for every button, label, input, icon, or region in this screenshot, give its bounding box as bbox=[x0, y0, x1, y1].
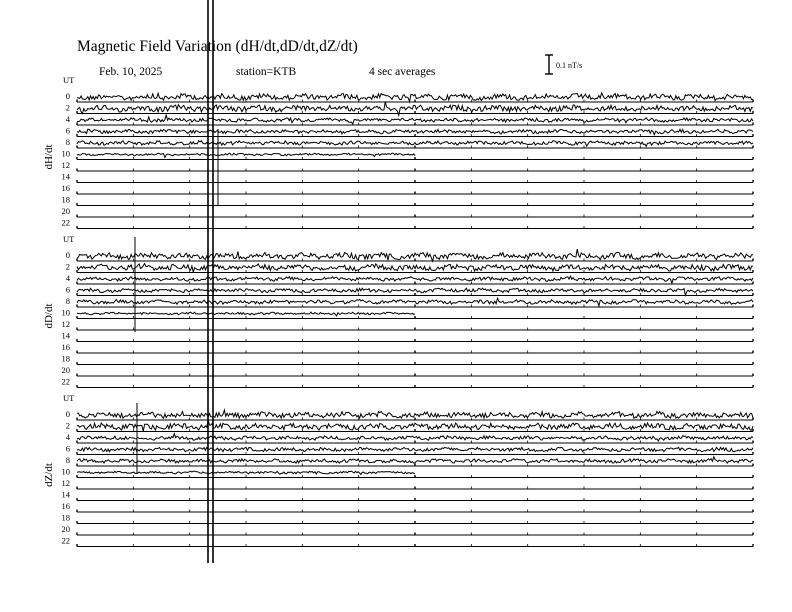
ut-hour-label: 0 bbox=[65, 91, 70, 101]
ut-hour-label: 8 bbox=[65, 296, 70, 306]
data-trace bbox=[77, 457, 753, 463]
data-trace bbox=[77, 153, 415, 157]
ut-hour-label: 18 bbox=[61, 512, 70, 523]
ut-hour-label: 0 bbox=[65, 409, 70, 419]
ut-hour-label: 20 bbox=[61, 524, 70, 534]
ut-hour-label: 14 bbox=[61, 171, 70, 182]
ut-hour-label: 12 bbox=[61, 478, 70, 488]
date-label: Feb. 10, 2025 bbox=[99, 66, 163, 78]
ut-hour-label: 12 bbox=[61, 160, 70, 170]
ut-hour-label: 14 bbox=[61, 489, 70, 500]
ut-hour-label: 20 bbox=[61, 206, 70, 216]
ut-hour-label: 2 bbox=[65, 102, 70, 113]
ut-hour-label: 0 bbox=[65, 250, 70, 260]
ut-hour-label: 10 bbox=[61, 148, 70, 159]
data-trace bbox=[77, 434, 753, 442]
panel-2-ut-label: UT bbox=[63, 234, 75, 244]
ut-hour-label: 6 bbox=[65, 443, 70, 454]
ut-hour-label: 22 bbox=[61, 376, 70, 387]
data-trace bbox=[77, 410, 753, 418]
ut-hour-label: 6 bbox=[65, 284, 70, 295]
ut-hour-label: 14 bbox=[61, 330, 70, 341]
ut-hour-label: 16 bbox=[61, 501, 70, 511]
averaging-label: 4 sec averages bbox=[369, 66, 436, 78]
ut-hour-label: 4 bbox=[65, 432, 70, 442]
ut-hour-label: 22 bbox=[61, 217, 70, 228]
ut-hour-label: 2 bbox=[65, 420, 70, 431]
panel-1-ylabel: dH/dt bbox=[43, 144, 55, 170]
panel-3-ylabel: dZ/dt bbox=[43, 463, 55, 487]
station-label: station=KTB bbox=[236, 66, 297, 78]
ut-hour-label: 10 bbox=[61, 307, 70, 318]
ut-hour-label: 20 bbox=[61, 365, 70, 375]
ut-hour-label: 16 bbox=[61, 342, 70, 352]
ut-hour-label: 2 bbox=[65, 261, 70, 272]
ut-hour-label: 18 bbox=[61, 353, 70, 364]
chart-title: Magnetic Field Variation (dH/dt,dD/dt,dZ/dt) bbox=[77, 38, 358, 55]
scale-bar-label: 0.1 nT/s bbox=[556, 61, 583, 70]
data-trace bbox=[77, 471, 415, 474]
data-trace bbox=[77, 312, 415, 316]
ut-hour-label: 4 bbox=[65, 114, 70, 124]
ut-hour-label: 6 bbox=[65, 125, 70, 136]
data-trace bbox=[77, 129, 753, 134]
panel-1-ut-label: UT bbox=[63, 75, 75, 85]
data-trace bbox=[77, 447, 753, 452]
ut-hour-label: 8 bbox=[65, 137, 70, 147]
ut-hour-label: 10 bbox=[61, 466, 70, 477]
ut-hour-label: 18 bbox=[61, 194, 70, 205]
ut-hour-label: 8 bbox=[65, 455, 70, 465]
ut-hour-label: 16 bbox=[61, 183, 70, 193]
ut-hour-label: 22 bbox=[61, 535, 70, 546]
ut-hour-label: 12 bbox=[61, 319, 70, 329]
ut-hour-label: 4 bbox=[65, 273, 70, 283]
panel-2-ylabel: dD/dt bbox=[43, 303, 55, 329]
panel-3-ut-label: UT bbox=[63, 393, 75, 403]
